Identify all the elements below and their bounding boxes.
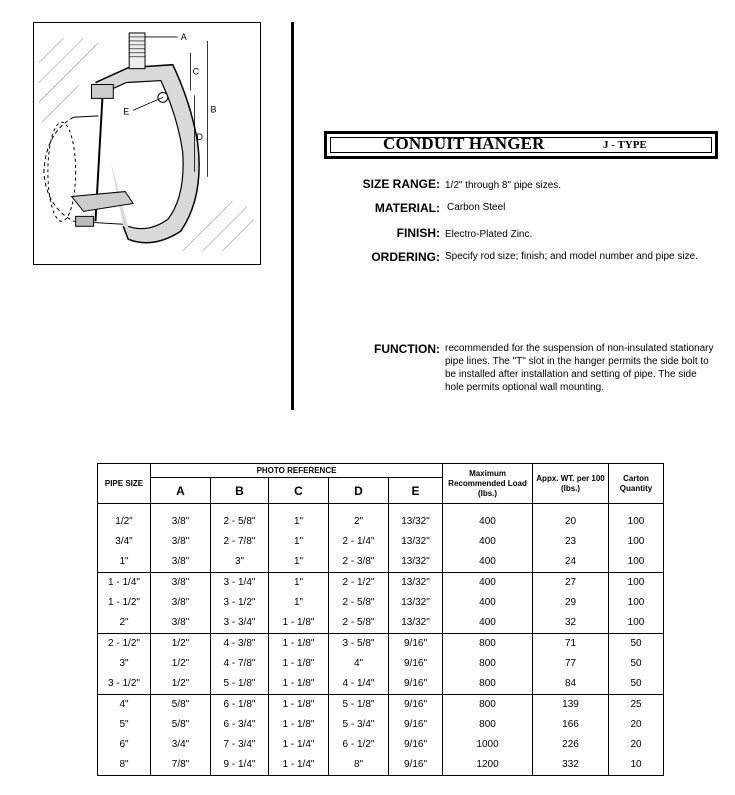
table-cell: 4 - 7/8": [211, 654, 269, 674]
table-cell: 9/16": [389, 735, 443, 755]
table-cell: 2": [329, 504, 389, 533]
table-cell: 24: [533, 552, 609, 573]
table-cell: 5/8": [151, 715, 211, 735]
table-cell: 6 - 3/4": [211, 715, 269, 735]
table-cell: 9/16": [389, 654, 443, 674]
spec-label-finish: FINISH:: [396, 226, 440, 240]
table-body: [98, 504, 664, 776]
table-cell: 9 - 1/4": [211, 755, 269, 776]
table-cell: 1": [269, 504, 329, 533]
table-cell: 3/8": [151, 593, 211, 613]
table-cell: 2 - 1/2": [98, 634, 151, 655]
table-cell: 3/4": [151, 735, 211, 755]
table-cell: 1 - 1/8": [269, 674, 329, 695]
spec-value-size-range: 1/2" through 8" pipe sizes.: [445, 180, 562, 191]
table-cell: 400: [443, 593, 533, 613]
spec-value-function: recommended for the suspension of non-insulated stationary pipe lines. The "T" slot in the hanger permits the side bolt to be installed after installation and setting of pipe. The side hole permits optional wall mounting.: [445, 343, 714, 393]
header-letter-e: E: [389, 478, 443, 504]
table-cell: 6": [98, 735, 151, 755]
table-cell: 800: [443, 634, 533, 655]
table-cell: 3/4": [98, 532, 151, 552]
table-cell: 1 - 1/4": [98, 573, 151, 594]
table-cell: 1": [269, 552, 329, 573]
table-cell: 6 - 1/2": [329, 735, 389, 755]
table-cell: 800: [443, 715, 533, 735]
table-cell: 32: [533, 613, 609, 634]
table-cell: 3 - 5/8": [329, 634, 389, 655]
header-max-load: Maximum Recommended Load (lbs.): [443, 464, 533, 504]
table-cell: 50: [609, 654, 664, 674]
header-letter-a: A: [151, 478, 211, 504]
table-row: [98, 715, 664, 735]
table-cell: 20: [533, 504, 609, 533]
table-row: [98, 634, 664, 655]
table-cell: 2 - 3/8": [329, 552, 389, 573]
table-cell: 1/2": [151, 634, 211, 655]
header-pipe-size: PIPE SIZE: [98, 464, 151, 504]
table-cell: 9/16": [389, 695, 443, 716]
table-row: [98, 593, 664, 613]
table-cell: 84: [533, 674, 609, 695]
table-row: [98, 735, 664, 755]
table-row: [98, 573, 664, 594]
spec-label-function: FUNCTION:: [374, 342, 440, 356]
table-cell: 50: [609, 674, 664, 695]
table-cell: 2 - 5/8": [329, 593, 389, 613]
header-letter-d: D: [329, 478, 389, 504]
table-cell: 13/32": [389, 504, 443, 533]
table-cell: 10: [609, 755, 664, 776]
table-cell: 332: [533, 755, 609, 776]
header-letter-b: B: [211, 478, 269, 504]
table-cell: 29: [533, 593, 609, 613]
page-title: CONDUIT HANGER: [383, 134, 545, 153]
table-cell: 400: [443, 532, 533, 552]
label-a: A: [180, 31, 187, 42]
table-cell: 9/16": [389, 634, 443, 655]
table-row: [98, 552, 664, 573]
table-cell: 2": [98, 613, 151, 634]
table-cell: 1 - 1/8": [269, 613, 329, 634]
table-cell: 1/2": [151, 654, 211, 674]
table-cell: 100: [609, 532, 664, 552]
table-row: [98, 755, 664, 776]
table-row: [98, 532, 664, 552]
table-cell: 27: [533, 573, 609, 594]
table-cell: 100: [609, 613, 664, 634]
table-cell: 13/32": [389, 573, 443, 594]
table-cell: 3/8": [151, 613, 211, 634]
table-cell: 13/32": [389, 593, 443, 613]
table-cell: 1/2": [151, 674, 211, 695]
table-cell: 1": [98, 552, 151, 573]
table-cell: 1000: [443, 735, 533, 755]
table-row: [98, 613, 664, 634]
spec-value-ordering: Specify rod size; finish; and model number and pipe size.: [445, 251, 698, 262]
table-cell: 4": [329, 654, 389, 674]
header-carton: Carton Quantity: [609, 464, 664, 504]
label-c: C: [192, 66, 200, 77]
table-cell: 1200: [443, 755, 533, 776]
table-cell: 1 - 1/4": [269, 735, 329, 755]
table-cell: 2 - 7/8": [211, 532, 269, 552]
table-cell: 23: [533, 532, 609, 552]
table-cell: 3 - 1/2": [98, 674, 151, 695]
table-cell: 5 - 1/8": [211, 674, 269, 695]
table-cell: 2 - 5/8": [329, 613, 389, 634]
table-cell: 9/16": [389, 755, 443, 776]
table-cell: 400: [443, 552, 533, 573]
table-cell: 13/32": [389, 532, 443, 552]
table-cell: 1": [269, 593, 329, 613]
table-cell: 2 - 1/4": [329, 532, 389, 552]
table-cell: 3/8": [151, 532, 211, 552]
table-cell: 3 - 1/2": [211, 593, 269, 613]
table-cell: 5": [98, 715, 151, 735]
table-cell: 3/8": [151, 504, 211, 533]
table-cell: 400: [443, 504, 533, 533]
table-cell: 4 - 1/4": [329, 674, 389, 695]
title-box: [324, 131, 718, 159]
table-cell: 1": [269, 532, 329, 552]
label-b: B: [210, 104, 217, 115]
page-subtitle: J - TYPE: [603, 139, 647, 151]
table-row: [98, 654, 664, 674]
table-cell: 1 - 1/4": [269, 755, 329, 776]
table-cell: 139: [533, 695, 609, 716]
label-e: E: [123, 106, 130, 117]
table-cell: 1 - 1/2": [98, 593, 151, 613]
table-cell: 100: [609, 504, 664, 533]
header-letter-c: C: [269, 478, 329, 504]
table-cell: 5 - 1/8": [329, 695, 389, 716]
table-cell: 3 - 1/4": [211, 573, 269, 594]
label-d: D: [196, 132, 203, 143]
table-row: [98, 504, 664, 533]
table-cell: 226: [533, 735, 609, 755]
dimensions-table: [97, 463, 664, 776]
table-cell: 4": [98, 695, 151, 716]
table-cell: 1 - 1/8": [269, 634, 329, 655]
table-cell: 100: [609, 552, 664, 573]
table-cell: 400: [443, 573, 533, 594]
table-cell: 7 - 3/4": [211, 735, 269, 755]
table-cell: 800: [443, 695, 533, 716]
header-weight: Appx. WT. per 100 (lbs.): [533, 464, 609, 504]
table-cell: 2 - 1/2": [329, 573, 389, 594]
table-cell: 100: [609, 593, 664, 613]
table-cell: 77: [533, 654, 609, 674]
table-cell: 4 - 3/8": [211, 634, 269, 655]
header-photo-reference: PHOTO REFERENCE: [151, 464, 443, 478]
table-cell: 6 - 1/8": [211, 695, 269, 716]
table-cell: 800: [443, 654, 533, 674]
table-cell: 5 - 3/4": [329, 715, 389, 735]
table-cell: 400: [443, 613, 533, 634]
table-cell: 3/8": [151, 573, 211, 594]
spec-label-material: MATERIAL:: [374, 201, 440, 215]
table-cell: 71: [533, 634, 609, 655]
table-cell: 9/16": [389, 674, 443, 695]
table-cell: 3": [211, 552, 269, 573]
table-cell: 3": [98, 654, 151, 674]
table-cell: 1": [269, 573, 329, 594]
table-cell: 20: [609, 715, 664, 735]
table-cell: 25: [609, 695, 664, 716]
table-cell: 8": [329, 755, 389, 776]
table-row: [98, 695, 664, 716]
table-cell: 1 - 1/8": [269, 695, 329, 716]
table-cell: 2 - 5/8": [211, 504, 269, 533]
table-cell: 1 - 1/8": [269, 654, 329, 674]
table-cell: 100: [609, 573, 664, 594]
table-cell: 3 - 3/4": [211, 613, 269, 634]
table-cell: 800: [443, 674, 533, 695]
table-cell: 3/8": [151, 552, 211, 573]
spec-value-finish: Electro-Plated Zinc.: [445, 229, 533, 240]
table-cell: 1 - 1/8": [269, 715, 329, 735]
table-cell: 50: [609, 634, 664, 655]
spec-value-material: Carbon Steel: [447, 202, 506, 213]
table-cell: 20: [609, 735, 664, 755]
table-row: [98, 674, 664, 695]
table-cell: 7/8": [151, 755, 211, 776]
table-cell: 1/2": [98, 504, 151, 533]
table-cell: 8": [98, 755, 151, 776]
table-cell: 166: [533, 715, 609, 735]
table-cell: 13/32": [389, 552, 443, 573]
spec-label-ordering: ORDERING:: [371, 250, 440, 264]
table-cell: 9/16": [389, 715, 443, 735]
spec-label-size-range: SIZE RANGE:: [362, 177, 440, 191]
table-cell: 13/32": [389, 613, 443, 634]
table-cell: 5/8": [151, 695, 211, 716]
